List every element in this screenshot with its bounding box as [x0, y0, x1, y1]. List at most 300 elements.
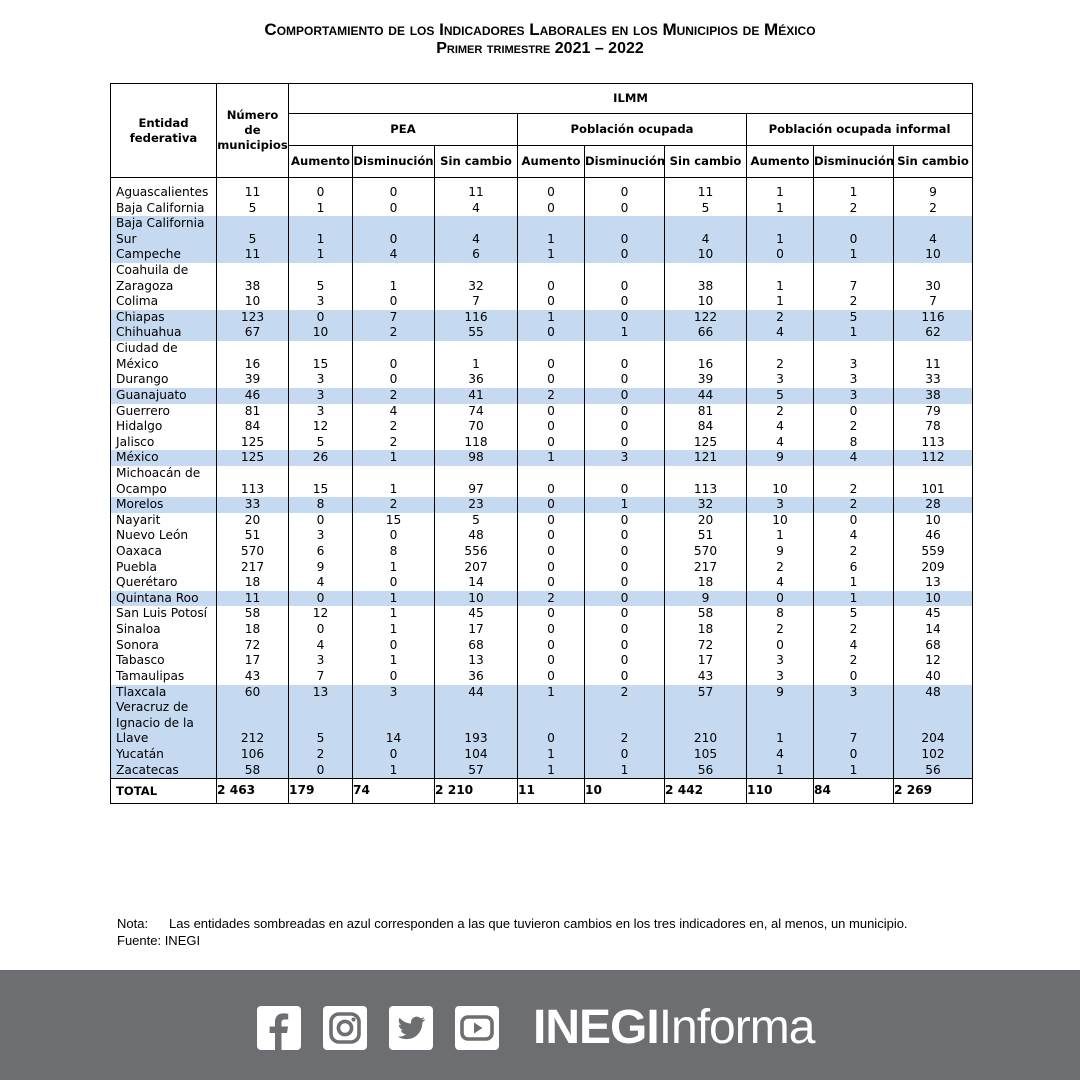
table-row	[111, 575, 973, 591]
entidad-cell: San Luis Potosí	[111, 606, 217, 622]
total-cell: 84	[814, 779, 894, 804]
entidad-cell: Colima	[111, 294, 217, 310]
value-cell: 28	[894, 497, 973, 513]
value-cell: 4	[747, 419, 814, 435]
value-cell: 0	[585, 653, 665, 669]
value-cell: 1	[518, 450, 585, 466]
table-body	[111, 178, 973, 779]
inegi-informa-logo	[533, 1000, 814, 1055]
value-cell: 0	[585, 591, 665, 607]
value-cell: 84	[665, 419, 747, 435]
value-cell: 2	[585, 685, 665, 701]
value-cell: 10	[665, 247, 747, 263]
value-cell: 3	[585, 450, 665, 466]
value-cell: 2	[585, 700, 665, 747]
header-disminucion: Disminución	[814, 146, 894, 178]
value-cell: 0	[518, 622, 585, 638]
value-cell: 1	[747, 201, 814, 217]
value-cell: 4	[814, 450, 894, 466]
entidad-cell: Aguascalientes	[111, 185, 217, 201]
entidad-cell: Nayarit	[111, 513, 217, 529]
value-cell: 0	[518, 653, 585, 669]
value-cell: 13	[894, 575, 973, 591]
value-cell: 32	[665, 497, 747, 513]
table-source: Fuente: INEGI	[117, 933, 201, 948]
value-cell: 0	[289, 185, 353, 201]
value-cell: 2	[353, 419, 435, 435]
value-cell: 1	[353, 450, 435, 466]
total-label: TOTAL	[111, 779, 217, 804]
value-cell: 0	[585, 185, 665, 201]
value-cell: 46	[894, 528, 973, 544]
total-cell: 2 210	[435, 779, 518, 804]
value-cell: 3	[814, 372, 894, 388]
table-row	[111, 294, 973, 310]
twitter-icon[interactable]	[389, 1006, 433, 1050]
table-row	[111, 528, 973, 544]
entidad-cell: Baja California	[111, 201, 217, 217]
table-row	[111, 419, 973, 435]
value-cell: 1	[353, 591, 435, 607]
entidad-cell: Jalisco	[111, 435, 217, 451]
value-cell: 1	[747, 216, 814, 247]
municipios-cell: 11	[217, 591, 289, 607]
value-cell: 1	[353, 622, 435, 638]
table-row	[111, 341, 973, 372]
value-cell: 1	[289, 247, 353, 263]
total-cell: 2 269	[894, 779, 973, 804]
value-cell: 1	[585, 763, 665, 779]
entidad-cell: Campeche	[111, 247, 217, 263]
value-cell: 6	[289, 544, 353, 560]
value-cell: 0	[353, 201, 435, 217]
value-cell: 0	[518, 372, 585, 388]
value-cell: 56	[894, 763, 973, 779]
value-cell: 0	[289, 513, 353, 529]
table-note	[117, 916, 908, 931]
value-cell: 0	[814, 404, 894, 420]
value-cell: 14	[353, 700, 435, 747]
value-cell: 0	[585, 466, 665, 497]
value-cell: 0	[585, 388, 665, 404]
entidad-cell: Yucatán	[111, 747, 217, 763]
value-cell: 4	[747, 435, 814, 451]
value-cell: 8	[747, 606, 814, 622]
value-cell: 0	[518, 700, 585, 747]
entidad-cell: Tabasco	[111, 653, 217, 669]
entidad-cell: Michoacán de Ocampo	[111, 466, 217, 497]
value-cell: 1	[353, 466, 435, 497]
value-cell: 1	[353, 653, 435, 669]
header-aumento: Aumento	[518, 146, 585, 178]
entidad-cell: Veracruz de Ignacio de la Llave	[111, 700, 217, 747]
value-cell: 44	[435, 685, 518, 701]
municipios-cell: 33	[217, 497, 289, 513]
value-cell: 3	[814, 341, 894, 372]
entidad-cell: Hidalgo	[111, 419, 217, 435]
value-cell: 5	[747, 388, 814, 404]
value-cell: 10	[894, 591, 973, 607]
youtube-icon[interactable]	[455, 1006, 499, 1050]
municipios-cell: 18	[217, 622, 289, 638]
value-cell: 12	[894, 653, 973, 669]
municipios-cell: 43	[217, 669, 289, 685]
value-cell: 70	[435, 419, 518, 435]
total-cell: 110	[747, 779, 814, 804]
value-cell: 23	[435, 497, 518, 513]
value-cell: 1	[518, 310, 585, 326]
table-row	[111, 763, 973, 779]
value-cell: 7	[289, 669, 353, 685]
note-text: Las entidades sombreadas en azul corresponden a las que tuvieron cambios en los tres indicadores en, al menos, un municipio.	[169, 916, 908, 931]
value-cell: 15	[353, 513, 435, 529]
municipios-cell: 106	[217, 747, 289, 763]
value-cell: 8	[289, 497, 353, 513]
total-cell: 2 463	[217, 779, 289, 804]
value-cell: 10	[665, 294, 747, 310]
value-cell: 0	[747, 591, 814, 607]
value-cell: 0	[518, 185, 585, 201]
value-cell: 2	[894, 201, 973, 217]
table-row	[111, 466, 973, 497]
value-cell: 0	[518, 528, 585, 544]
value-cell: 105	[665, 747, 747, 763]
value-cell: 102	[894, 747, 973, 763]
value-cell: 38	[665, 263, 747, 294]
value-cell: 217	[665, 560, 747, 576]
value-cell: 0	[353, 747, 435, 763]
value-cell: 0	[518, 669, 585, 685]
value-cell: 112	[894, 450, 973, 466]
entidad-cell: México	[111, 450, 217, 466]
value-cell: 1	[814, 591, 894, 607]
value-cell: 2	[814, 419, 894, 435]
instagram-icon[interactable]	[323, 1006, 367, 1050]
municipios-cell: 67	[217, 325, 289, 341]
municipios-cell: 10	[217, 294, 289, 310]
value-cell: 1	[353, 606, 435, 622]
value-cell: 10	[894, 247, 973, 263]
table-row	[111, 310, 973, 326]
table-row	[111, 606, 973, 622]
value-cell: 17	[435, 622, 518, 638]
value-cell: 1	[747, 185, 814, 201]
value-cell: 0	[353, 669, 435, 685]
table-row	[111, 591, 973, 607]
value-cell: 10	[747, 466, 814, 497]
value-cell: 570	[665, 544, 747, 560]
value-cell: 0	[518, 435, 585, 451]
table-row	[111, 404, 973, 420]
value-cell: 38	[894, 388, 973, 404]
value-cell: 3	[747, 653, 814, 669]
value-cell: 4	[814, 528, 894, 544]
value-cell: 4	[353, 247, 435, 263]
header-disminucion: Disminución	[585, 146, 665, 178]
value-cell: 20	[665, 513, 747, 529]
value-cell: 1	[518, 247, 585, 263]
value-cell: 9	[747, 450, 814, 466]
total-cell: 2 442	[665, 779, 747, 804]
value-cell: 7	[894, 294, 973, 310]
value-cell: 5	[665, 201, 747, 217]
value-cell: 57	[665, 685, 747, 701]
value-cell: 15	[289, 466, 353, 497]
value-cell: 0	[518, 466, 585, 497]
value-cell: 0	[518, 201, 585, 217]
value-cell: 4	[894, 216, 973, 247]
entidad-cell: Ciudad de México	[111, 341, 217, 372]
value-cell: 7	[814, 700, 894, 747]
value-cell: 41	[435, 388, 518, 404]
value-cell: 0	[585, 435, 665, 451]
value-cell: 0	[747, 247, 814, 263]
value-cell: 1	[747, 263, 814, 294]
value-cell: 36	[435, 372, 518, 388]
value-cell: 3	[353, 685, 435, 701]
page-title: Comportamiento de los Indicadores Laborales en los Municipios de México	[264, 20, 816, 39]
value-cell: 1	[747, 700, 814, 747]
value-cell: 2	[353, 325, 435, 341]
table-row	[111, 325, 973, 341]
municipios-cell: 72	[217, 638, 289, 654]
value-cell: 4	[747, 747, 814, 763]
value-cell: 48	[894, 685, 973, 701]
total-row	[111, 779, 973, 804]
value-cell: 72	[665, 638, 747, 654]
value-cell: 5	[289, 435, 353, 451]
value-cell: 66	[665, 325, 747, 341]
value-cell: 116	[435, 310, 518, 326]
value-cell: 0	[585, 747, 665, 763]
value-cell: 1	[518, 747, 585, 763]
value-cell: 57	[435, 763, 518, 779]
municipios-cell: 11	[217, 247, 289, 263]
header-group-ocupada: Población ocupada	[518, 114, 747, 146]
value-cell: 3	[289, 372, 353, 388]
municipios-cell: 58	[217, 763, 289, 779]
value-cell: 1	[353, 763, 435, 779]
table-row	[111, 497, 973, 513]
value-cell: 2	[747, 622, 814, 638]
value-cell: 3	[814, 685, 894, 701]
value-cell: 1	[814, 763, 894, 779]
municipios-cell: 58	[217, 606, 289, 622]
value-cell: 0	[585, 201, 665, 217]
facebook-icon[interactable]	[257, 1006, 301, 1050]
value-cell: 1	[747, 763, 814, 779]
value-cell: 116	[894, 310, 973, 326]
value-cell: 98	[435, 450, 518, 466]
value-cell: 5	[435, 513, 518, 529]
municipios-cell: 60	[217, 685, 289, 701]
value-cell: 0	[353, 575, 435, 591]
value-cell: 1	[353, 263, 435, 294]
value-cell: 5	[289, 700, 353, 747]
value-cell: 0	[814, 669, 894, 685]
entidad-cell: Guanajuato	[111, 388, 217, 404]
value-cell: 0	[353, 341, 435, 372]
value-cell: 4	[435, 216, 518, 247]
value-cell: 36	[435, 669, 518, 685]
value-cell: 0	[585, 216, 665, 247]
value-cell: 56	[665, 763, 747, 779]
value-cell: 1	[814, 247, 894, 263]
value-cell: 1	[585, 325, 665, 341]
value-cell: 559	[894, 544, 973, 560]
value-cell: 18	[665, 575, 747, 591]
value-cell: 13	[435, 653, 518, 669]
value-cell: 121	[665, 450, 747, 466]
value-cell: 113	[665, 466, 747, 497]
municipios-cell: 570	[217, 544, 289, 560]
value-cell: 51	[665, 528, 747, 544]
value-cell: 0	[585, 575, 665, 591]
value-cell: 0	[814, 513, 894, 529]
value-cell: 0	[518, 404, 585, 420]
value-cell: 2	[747, 560, 814, 576]
table-row	[111, 669, 973, 685]
entidad-cell: Guerrero	[111, 404, 217, 420]
municipios-cell: 212	[217, 700, 289, 747]
value-cell: 6	[814, 560, 894, 576]
value-cell: 1	[585, 497, 665, 513]
value-cell: 2	[518, 388, 585, 404]
value-cell: 7	[353, 310, 435, 326]
value-cell: 2	[814, 294, 894, 310]
value-cell: 0	[585, 606, 665, 622]
entidad-cell: Chiapas	[111, 310, 217, 326]
entidad-cell: Querétaro	[111, 575, 217, 591]
value-cell: 45	[435, 606, 518, 622]
table-row	[111, 747, 973, 763]
entidad-cell: Tamaulipas	[111, 669, 217, 685]
municipios-cell: 84	[217, 419, 289, 435]
value-cell: 4	[435, 201, 518, 217]
value-cell: 113	[894, 435, 973, 451]
value-cell: 1	[814, 185, 894, 201]
value-cell: 0	[289, 591, 353, 607]
table-row	[111, 388, 973, 404]
table-row	[111, 185, 973, 201]
municipios-cell: 125	[217, 435, 289, 451]
table-row	[111, 700, 973, 747]
header-sin-cambio: Sin cambio	[665, 146, 747, 178]
value-cell: 2	[747, 404, 814, 420]
note-label: Nota:	[117, 916, 149, 931]
value-cell: 3	[289, 528, 353, 544]
value-cell: 0	[353, 185, 435, 201]
value-cell: 2	[747, 341, 814, 372]
value-cell: 16	[665, 341, 747, 372]
value-cell: 13	[289, 685, 353, 701]
header-aumento: Aumento	[289, 146, 353, 178]
value-cell: 9	[289, 560, 353, 576]
value-cell: 0	[585, 560, 665, 576]
value-cell: 48	[435, 528, 518, 544]
value-cell: 44	[665, 388, 747, 404]
value-cell: 0	[353, 638, 435, 654]
value-cell: 0	[585, 513, 665, 529]
value-cell: 2	[353, 435, 435, 451]
value-cell: 0	[747, 638, 814, 654]
value-cell: 10	[747, 513, 814, 529]
municipios-cell: 16	[217, 341, 289, 372]
value-cell: 2	[814, 653, 894, 669]
municipios-cell: 18	[217, 575, 289, 591]
value-cell: 0	[518, 606, 585, 622]
value-cell: 122	[665, 310, 747, 326]
value-cell: 26	[289, 450, 353, 466]
value-cell: 104	[435, 747, 518, 763]
table-row	[111, 201, 973, 217]
value-cell: 207	[435, 560, 518, 576]
value-cell: 0	[585, 294, 665, 310]
value-cell: 17	[665, 653, 747, 669]
value-cell: 1	[435, 341, 518, 372]
table-row	[111, 450, 973, 466]
value-cell: 9	[747, 685, 814, 701]
value-cell: 0	[585, 669, 665, 685]
value-cell: 4	[289, 638, 353, 654]
value-cell: 4	[665, 216, 747, 247]
value-cell: 2	[353, 497, 435, 513]
table-row	[111, 622, 973, 638]
value-cell: 0	[518, 294, 585, 310]
value-cell: 81	[665, 404, 747, 420]
value-cell: 2	[814, 466, 894, 497]
value-cell: 2	[814, 622, 894, 638]
header-ilmm: ILMM	[289, 84, 973, 114]
value-cell: 0	[518, 341, 585, 372]
value-cell: 3	[289, 653, 353, 669]
total-cell: 10	[585, 779, 665, 804]
value-cell: 1	[289, 201, 353, 217]
header-sin-cambio: Sin cambio	[435, 146, 518, 178]
value-cell: 0	[585, 622, 665, 638]
value-cell: 12	[289, 419, 353, 435]
value-cell: 7	[435, 294, 518, 310]
header-disminucion: Disminución	[353, 146, 435, 178]
value-cell: 10	[435, 591, 518, 607]
value-cell: 74	[435, 404, 518, 420]
value-cell: 1	[814, 575, 894, 591]
value-cell: 0	[353, 528, 435, 544]
value-cell: 4	[289, 575, 353, 591]
value-cell: 1	[353, 560, 435, 576]
value-cell: 0	[289, 763, 353, 779]
value-cell: 9	[747, 544, 814, 560]
municipios-cell: 20	[217, 513, 289, 529]
municipios-cell: 46	[217, 388, 289, 404]
municipios-cell: 217	[217, 560, 289, 576]
entidad-cell: Sonora	[111, 638, 217, 654]
entidad-cell: Morelos	[111, 497, 217, 513]
total-cell: 179	[289, 779, 353, 804]
value-cell: 39	[665, 372, 747, 388]
value-cell: 1	[518, 685, 585, 701]
value-cell: 3	[289, 294, 353, 310]
entidad-cell: Sinaloa	[111, 622, 217, 638]
value-cell: 8	[814, 435, 894, 451]
entidad-cell: Durango	[111, 372, 217, 388]
entidad-cell: Quintana Roo	[111, 591, 217, 607]
value-cell: 101	[894, 466, 973, 497]
table-row	[111, 435, 973, 451]
value-cell: 0	[585, 247, 665, 263]
value-cell: 2	[289, 747, 353, 763]
value-cell: 4	[747, 575, 814, 591]
